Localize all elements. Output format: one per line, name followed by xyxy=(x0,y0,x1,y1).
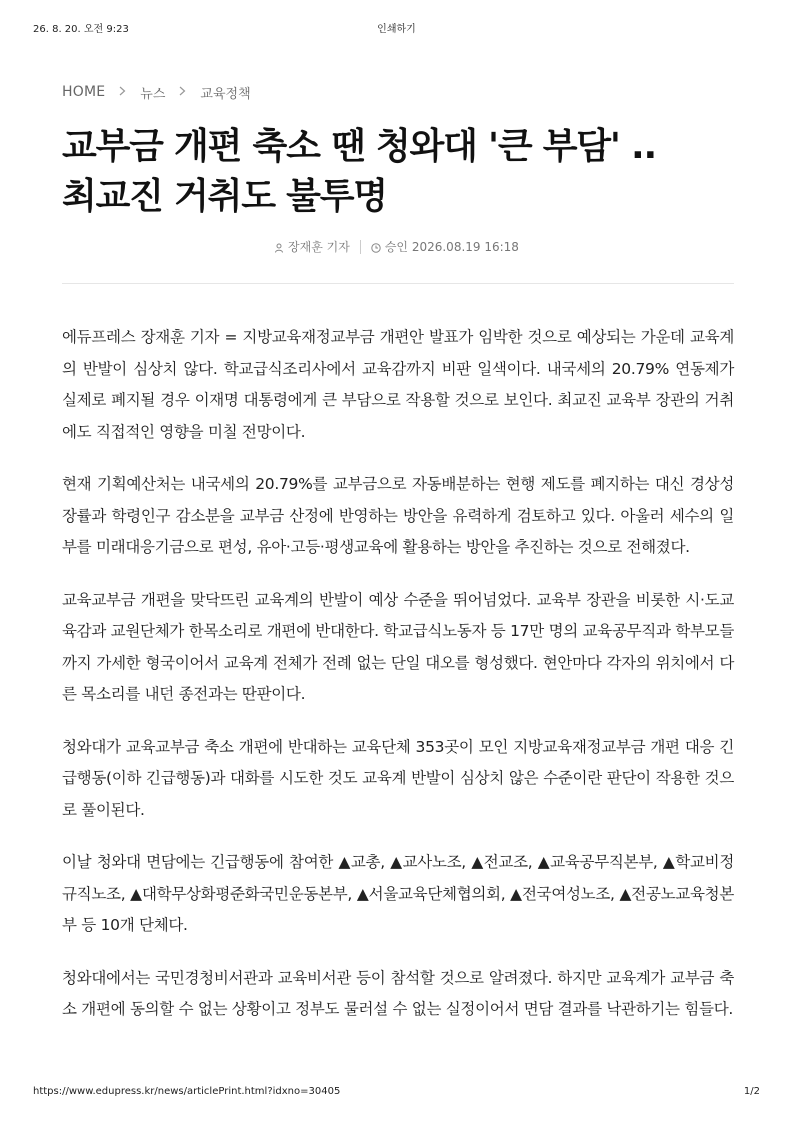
breadcrumb xyxy=(62,82,251,102)
breadcrumb-home-link[interactable]: HOME xyxy=(62,84,106,100)
article-meta xyxy=(0,238,793,255)
article-headline: 교부금 개편 축소 땐 청와대 '큰 부담' .. 최교진 거취도 불투명 xyxy=(62,126,656,217)
print-datetime: 26. 8. 20. 오전 9:23 xyxy=(33,24,129,35)
article-paragraph: 에듀프레스 장재훈 기자 = 지방교육재정교부금 개편안 발표가 임박한 것으로 예상되는 가운데 교육계의 반발이 심상치 않다. 학교급식조리사에서 교육감까지 비판 일색이다. 내국세의 20.79% 연동제가 실제로 폐지될 경우 이재명 대통령에게 큰 부담으로 작용할 것으로 보인다. 최교진 교육부 장관의 거취에도 직접적인 영향을 미칠 전망이다. xyxy=(62,328,734,441)
person-icon xyxy=(274,242,284,252)
article-paragraph: 이날 청와대 면담에는 긴급행동에 참여한 ▲교총, ▲교사노조, ▲전교조, ▲교육공무직본부, ▲학교비정규직노조, ▲대학무상화평준화국민운동본부, ▲서울교육단체협의회, ▲전국여성노조, ▲전공노교육청본부 등 10개 단체다. xyxy=(62,853,734,934)
breadcrumb-section-link[interactable]: 교육정책 xyxy=(200,86,251,102)
print-title: 인쇄하기 xyxy=(377,24,416,35)
article-body xyxy=(62,322,734,1047)
chevron-right-icon xyxy=(179,85,186,99)
print-footer xyxy=(33,1086,760,1100)
article-paragraph: 청와대에서는 국민경청비서관과 교육비서관 등이 참석할 것으로 알려졌다. 하지만 교육계가 교부금 축소 개편에 동의할 수 없는 상황이고 정부도 물러설 수 없는 실정이어서 면담 결과를 낙관하기는 힘들다. xyxy=(62,968,734,1018)
article-paragraph: 교육교부금 개편을 맞닥뜨린 교육계의 반발이 예상 수준을 뛰어넘었다. 교육부 장관을 비롯한 시·도교육감과 교원단체가 한목소리로 개편에 반대한다. 학교급식노동자 등 17만 명의 교육공무직과 학부모들까지 가세한 형국이어서 교육계 전체가 전례 없는 단일 대오를 형성했다. 현안마다 각자의 위치에서 다른 목소리를 내던 종전과는 딴판이다. xyxy=(62,590,734,703)
chevron-right-icon xyxy=(119,85,126,99)
breadcrumb-news-link[interactable]: 뉴스 xyxy=(140,86,166,102)
clock-icon xyxy=(371,242,381,252)
header-divider xyxy=(62,283,734,284)
page-number: 1/2 xyxy=(743,1086,760,1097)
print-url: https://www.edupress.kr/news/articlePrint.html?idxno=30405 xyxy=(33,1086,341,1097)
reporter-name: 장재훈 기자 xyxy=(288,240,350,254)
meta-divider xyxy=(360,240,361,254)
print-header xyxy=(33,20,760,34)
article-paragraph: 현재 기획예산처는 내국세의 20.79%를 교부금으로 자동배분하는 현행 제도를 폐지하는 대신 경상성장률과 학령인구 감소분을 교부금 산정에 반영하는 방안을 유력하게 검토하고 있다. 아울러 세수의 일부를 미래대응기금으로 편성, 유아·고등·평생교육에 활용하는 방안을 추진하는 것으로 전해졌다. xyxy=(62,475,734,556)
article-paragraph: 청와대가 교육교부금 축소 개편에 반대하는 교육단체 353곳이 모인 지방교육재정교부금 개편 대응 긴급행동(이하 긴급행동)과 대화를 시도한 것도 교육계 반발이 심상치 않은 수준이란 판단이 작용한 것으로 풀이된다. xyxy=(62,737,734,819)
approval-datetime: 승인 2026.08.19 16:18 xyxy=(384,240,519,254)
